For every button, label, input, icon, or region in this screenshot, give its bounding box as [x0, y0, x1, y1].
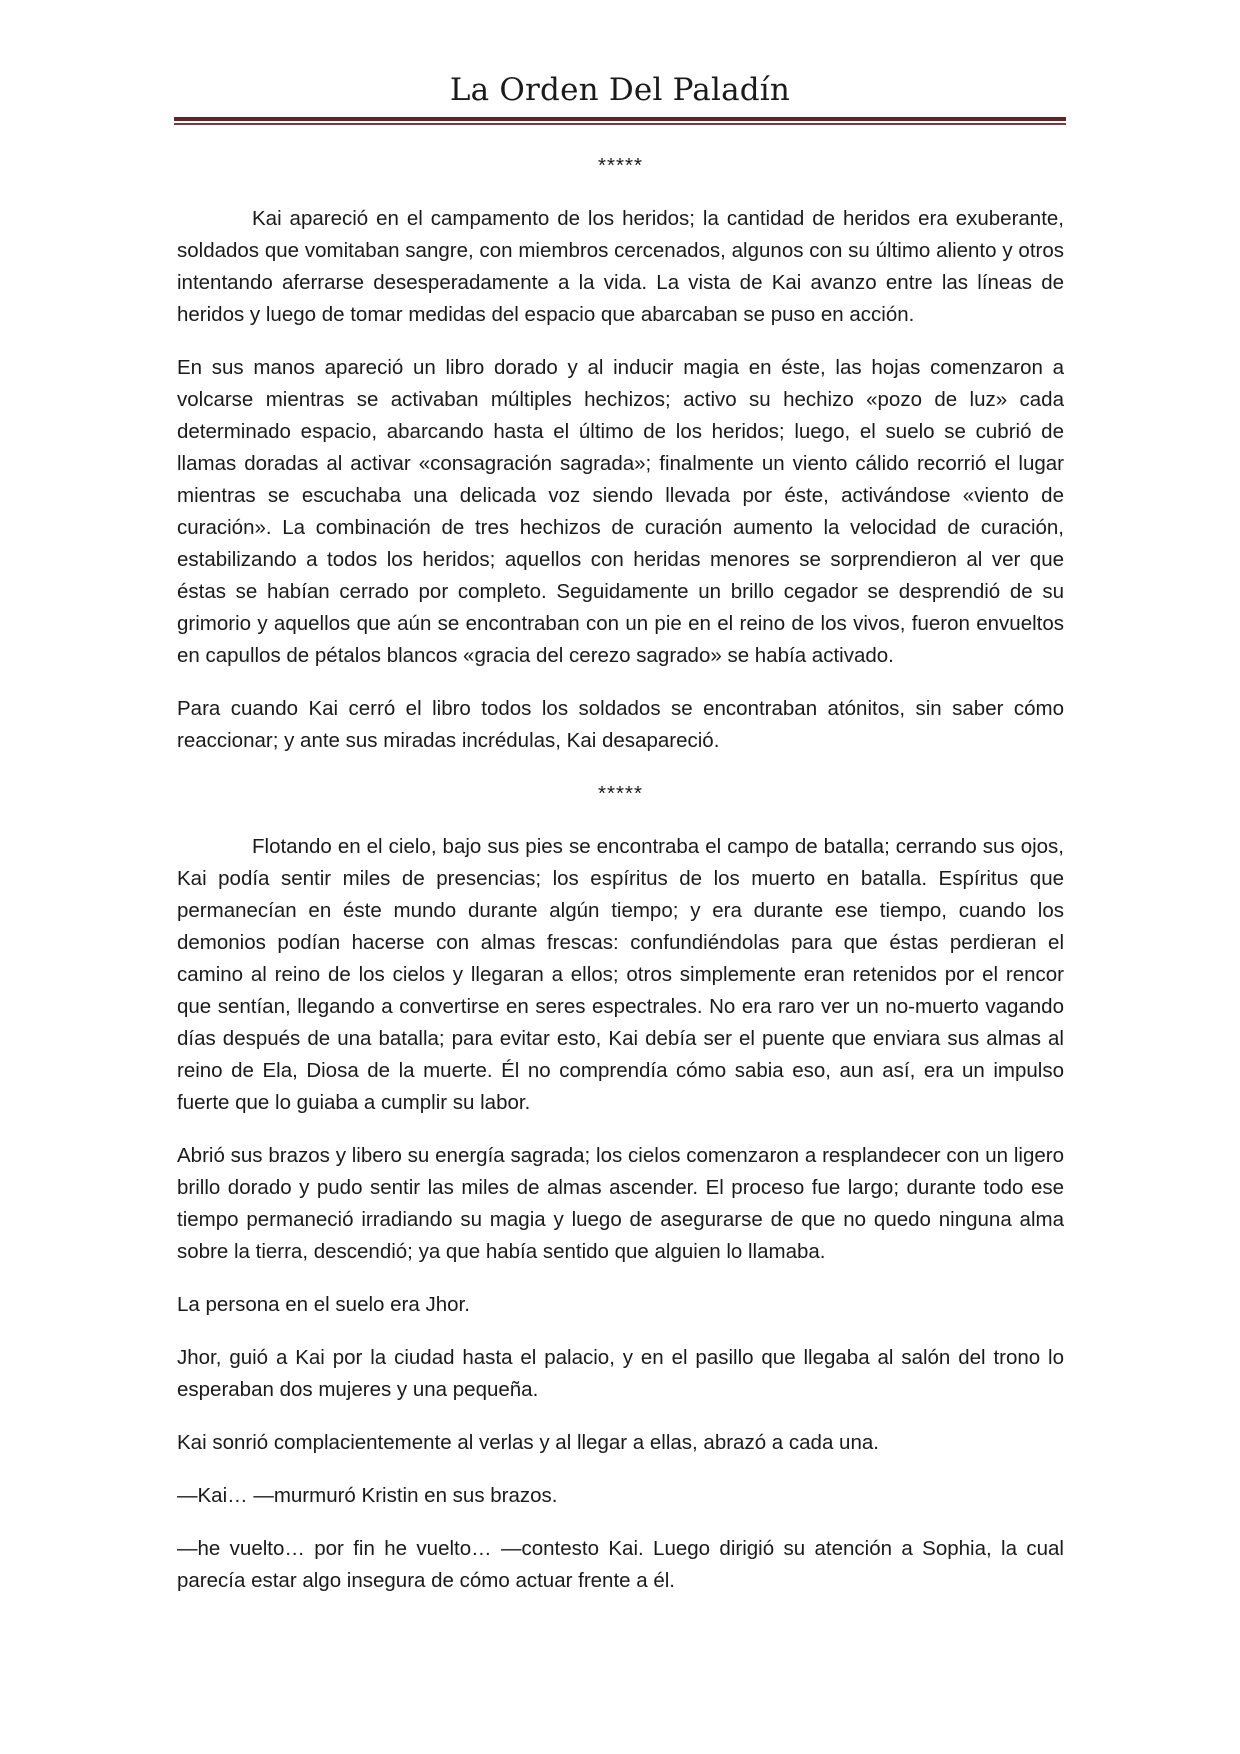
paragraph: Kai apareció en el campamento de los heridos; la cantidad de heridos era exuberante, soldados que vomitaban sangre, con miembros cercenados, algunos con su último aliento y otros intentando aferrarse desesperadamente a la vida. La vista de Kai avanzo entre las líneas de heridos y luego de tomar medidas del espacio que abarcaban se puso en acción.: [177, 207, 1064, 326]
paragraph: Abrió sus brazos y libero su energía sagrada; los cielos comenzaron a resplandecer con un ligero brillo dorado y pudo sentir las miles de almas ascender. El proceso fue largo; durante todo ese tiempo permaneció irradiando su magia y luego de asegurarse de que no quedo ninguna alma sobre la tierra, descendió; ya que había sentido que alguien lo llamaba.: [177, 1144, 1064, 1263]
scene-separator: *****: [598, 154, 643, 177]
scene-separator: *****: [598, 782, 643, 805]
page-header-title: La Orden Del Paladín: [449, 72, 791, 108]
header-rule-thin: [174, 123, 1066, 125]
paragraph: Flotando en el cielo, bajo sus pies se encontraba el campo de batalla; cerrando sus ojos, Kai podía sentir miles de presencias; los espíritus de los muerto en batalla. Espíritus que permanecían en éste mundo durante algún tiempo; y era durante ese tiempo, cuando los demonios podían hacerse con almas frescas: confundiéndolas para que éstas perdieran el camino al reino de los cielos y llegaran a ellos; otros simplemente eran retenidos por el rencor que sentían, llegando a convertirse en seres espectrales. No era raro ver un no-muerto vagando días después de una batalla; para evitar esto, Kai debía ser el puente que enviara sus almas al reino de Ela, Diosa de la muerte. Él no comprendía cómo sabia eso, aun así, era un impulso fuerte que lo guiaba a cumplir su labor.: [177, 835, 1064, 1114]
header-rule-thick: [174, 117, 1066, 121]
paragraph: Jhor, guió a Kai por la ciudad hasta el palacio, y en el pasillo que llegaba al salón del trono lo esperaban dos mujeres y una pequeña.: [177, 1346, 1064, 1401]
paragraph: Para cuando Kai cerró el libro todos los soldados se encontraban atónitos, sin saber cómo reaccionar; y ante sus miradas incrédulas, Kai desapareció.: [177, 697, 1064, 752]
paragraph: Kai sonrió complacientemente al verlas y al llegar a ellas, abrazó a cada una.: [177, 1431, 879, 1454]
document-body: [177, 150, 1064, 1618]
dialogue-line: —he vuelto… por fin he vuelto… —contesto Kai. Luego dirigió su atención a Sophia, la cual parecía estar algo insegura de cómo actuar frente a él.: [177, 1537, 1064, 1592]
paragraph: La persona en el suelo era Jhor.: [177, 1293, 470, 1316]
dialogue-line: —Kai… —murmuró Kristin en sus brazos.: [177, 1484, 558, 1507]
paragraph: En sus manos apareció un libro dorado y al inducir magia en éste, las hojas comenzaron a volcarse mientras se activaban múltiples hechizos; activo su hechizo «pozo de luz» cada determinado espacio, abarcando hasta el último de los heridos; luego, el suelo se cubrió de llamas doradas al activar «consagración sagrada»; finalmente un viento cálido recorrió el lugar mientras se escuchaba una delicada voz siendo llevada por éste, activándose «viento de curación». La combinación de tres hechizos de curación aumento la velocidad de curación, estabilizando a todos los heridos; aquellos con heridas menores se sorprendieron al ver que éstas se habían cerrado por completo. Seguidamente un brillo cegador se desprendió de su grimorio y aquellos que aún se encontraban con un pie en el reino de los vivos, fueron envueltos en capullos de pétalos blancos «gracia del cerezo sagrado» se había activado.: [177, 356, 1064, 667]
